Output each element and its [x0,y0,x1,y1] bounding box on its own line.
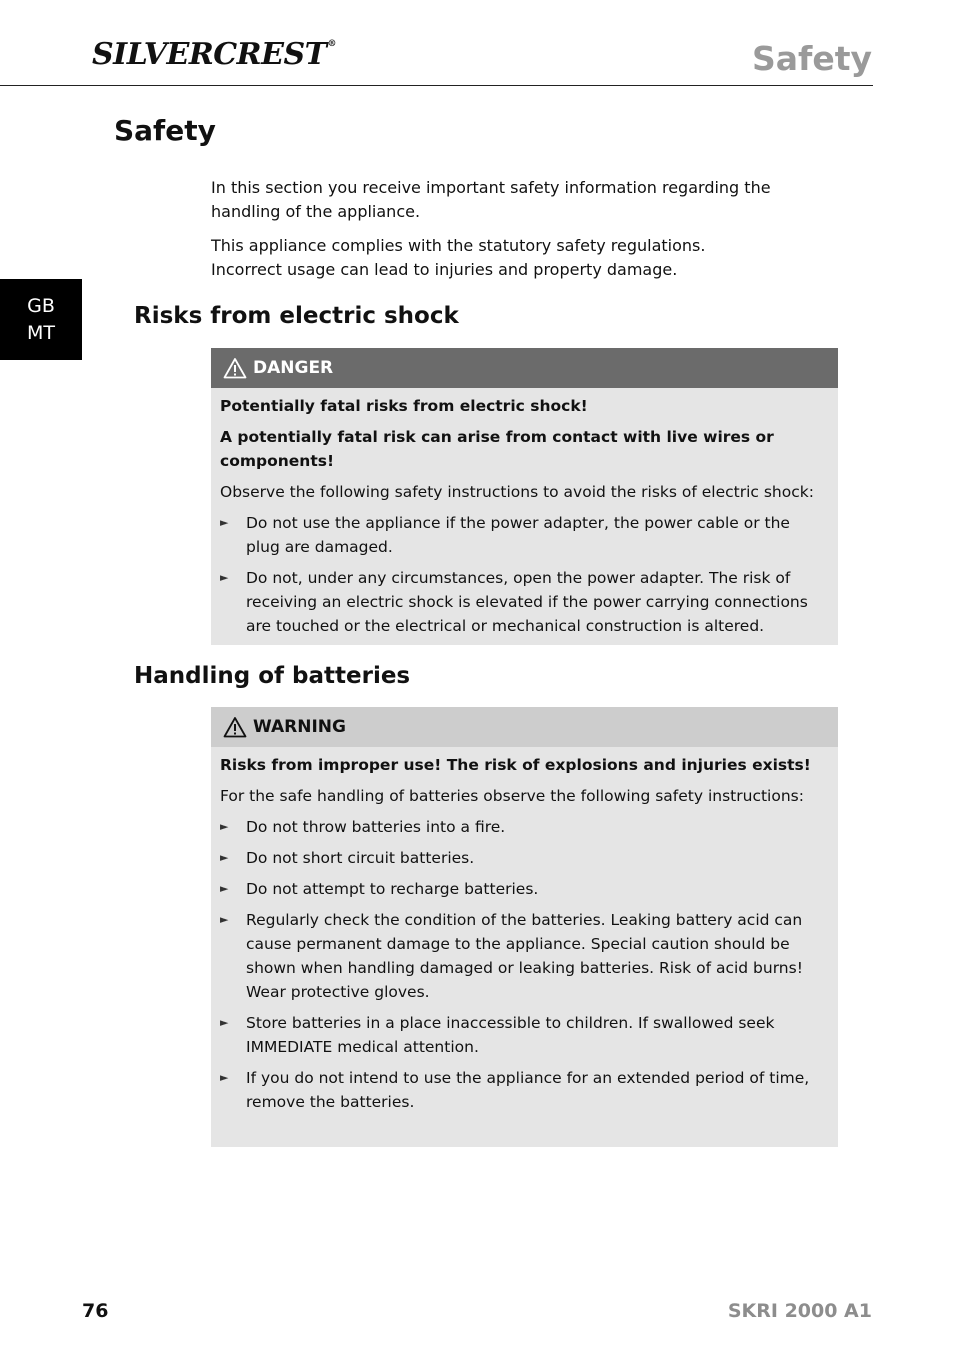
language-tab [0,279,82,360]
warning-triangle-icon [223,716,247,738]
danger-lead-detail: A potentially fatal risk can arise from contact with live wires or components! [220,428,774,470]
intro-compliance-line: This appliance complies with the statutory safety regulations. [211,236,706,255]
list-item-text: Do not use the appliance if the power adapter, the power cable or the plug are damaged. [246,514,790,556]
page-number: 76 [82,1300,109,1322]
list-item-text: Do not short circuit batteries. [246,849,475,867]
intro-text [211,176,841,292]
warning-label: WARNING [253,717,346,737]
list-item [220,511,828,559]
danger-body [211,388,838,649]
registered-mark: ® [327,39,336,49]
danger-header [211,348,838,388]
list-item [220,1011,828,1059]
danger-notice [211,348,838,645]
model-number: SKRI 2000 A1 [727,1300,872,1322]
intro-paragraph-compliance [211,234,841,282]
danger-lead: Potentially fatal risks from electric shock! [220,397,588,415]
list-item-text: Do not throw batteries into a fire. [246,818,506,836]
intro-usage-line: Incorrect usage can lead to injuries and property damage. [211,260,678,279]
danger-label: DANGER [253,358,334,378]
bullet-arrow-icon: ► [220,851,229,864]
list-item [220,877,828,901]
warning-triangle-icon [223,357,247,379]
header-section-title: Safety [751,39,872,78]
bullet-arrow-icon: ► [220,1071,229,1084]
brand-name: SILVERCREST [92,37,327,72]
heading-electric-shock: Risks from electric shock [134,303,459,329]
list-item [220,908,828,1004]
list-item-text: Regularly check the condition of the batteries. Leaking battery acid can cause permanent damage to the appliance. Special caution should be shown when handling damaged or leaking batteries. Risk of acid burns! Wear protective gloves. [246,911,803,1001]
page-title: Safety [114,114,216,147]
warning-lead: Risks from improper use! The risk of explosions and injuries exists! [220,756,811,774]
bullet-arrow-icon: ► [220,1016,229,1029]
intro-paragraph: In this section you receive important safety information regarding the handling of the appliance. [211,178,771,221]
language-code-mt: MT [27,321,55,344]
list-item-text: Store batteries in a place inaccessible to children. If swallowed seek IMMEDIATE medical attention. [246,1014,775,1056]
heading-batteries: Handling of batteries [134,663,411,689]
list-item-text: Do not attempt to recharge batteries. [246,880,539,898]
language-code-gb: GB [27,294,55,317]
list-item [220,846,828,870]
bullet-arrow-icon: ► [220,571,229,584]
list-item-text: If you do not intend to use the appliance for an extended period of time, remove the batteries. [246,1069,810,1111]
bullet-arrow-icon: ► [220,913,229,926]
header-divider [0,85,873,86]
bullet-arrow-icon: ► [220,516,229,529]
danger-instructions-intro: Observe the following safety instructions to avoid the risks of electric shock: [220,483,814,501]
warning-body [211,747,838,1125]
warning-notice [211,707,838,1147]
list-item [220,815,828,839]
list-item-text: Do not, under any circumstances, open the power adapter. The risk of receiving an electric shock is elevated if the power carrying connections are touched or the electrical or mechanical construction is altered. [246,569,808,635]
brand-logo [92,37,336,72]
bullet-arrow-icon: ► [220,820,229,833]
bullet-arrow-icon: ► [220,882,229,895]
list-item [220,566,828,638]
list-item [220,1066,828,1114]
warning-instructions-intro: For the safe handling of batteries observe the following safety instructions: [220,787,804,805]
warning-header [211,707,838,747]
